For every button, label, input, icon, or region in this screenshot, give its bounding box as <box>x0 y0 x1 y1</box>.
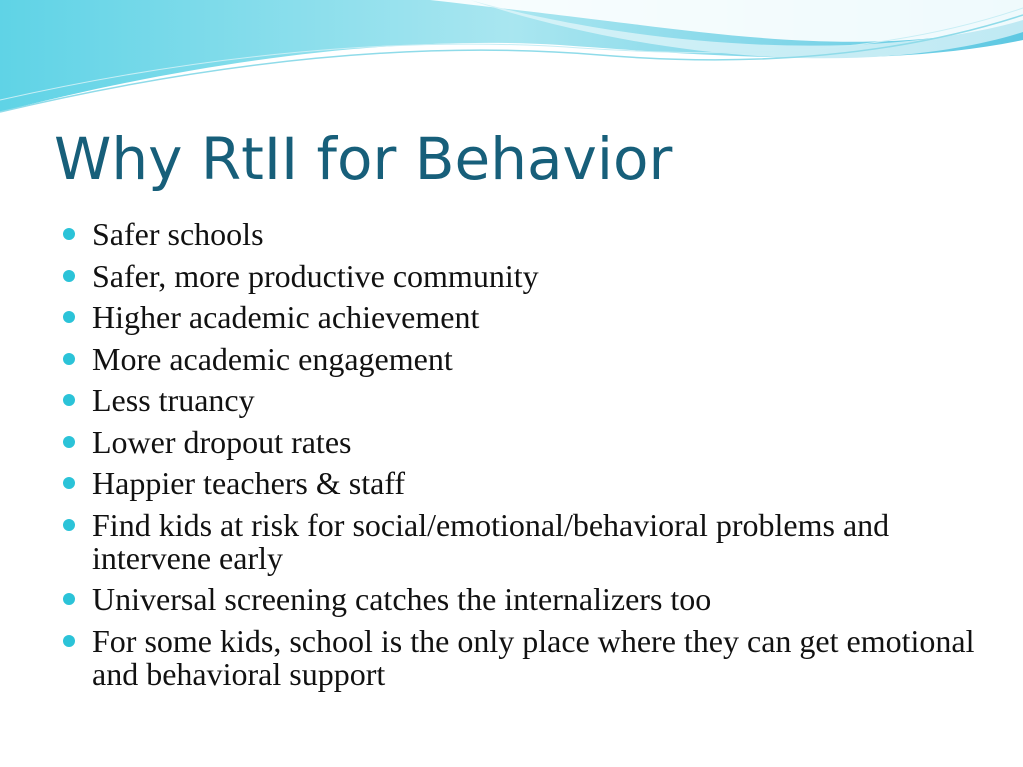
bullet-dot-icon <box>63 519 75 531</box>
bullet-text: Higher academic achievement <box>92 299 480 335</box>
bullet-dot-icon <box>63 635 75 647</box>
bullet-text: More academic engagement <box>92 340 453 377</box>
bullet-dot-icon <box>63 394 75 406</box>
list-item <box>62 301 992 334</box>
bullet-text: Safer, more productive community <box>92 257 539 294</box>
list-item <box>62 257 992 294</box>
list-item <box>62 340 992 377</box>
header-wave-decoration <box>0 0 1023 120</box>
bullet-dot-icon <box>63 270 75 282</box>
bullet-text: Lower dropout rates <box>92 423 352 460</box>
bullet-text: Find kids at risk for social/emotional/behavioral problems and intervene early <box>92 506 890 576</box>
bullet-dot-icon <box>63 228 75 240</box>
bullet-text: For some kids, school is the only place where they can get emotional and behavioral support <box>92 622 975 692</box>
bullet-text: Happier teachers & staff <box>92 465 406 501</box>
bullet-dot-icon <box>63 311 75 323</box>
bullet-text: Safer schools <box>92 216 264 252</box>
list-item <box>62 622 992 692</box>
list-item <box>62 218 992 251</box>
list-item <box>62 423 992 460</box>
bullet-dot-icon <box>63 436 75 448</box>
list-item <box>62 384 992 417</box>
bullet-dot-icon <box>63 477 75 489</box>
bullet-dot-icon <box>63 593 75 605</box>
list-item <box>62 583 992 616</box>
bullet-text: Universal screening catches the internalizers too <box>92 581 712 617</box>
list-item <box>62 467 992 500</box>
bullet-dot-icon <box>63 353 75 365</box>
bullet-text: Less truancy <box>92 382 255 418</box>
bullet-list <box>62 218 992 699</box>
list-item <box>62 506 992 576</box>
slide-title: Why RtII for Behavior <box>54 125 673 193</box>
